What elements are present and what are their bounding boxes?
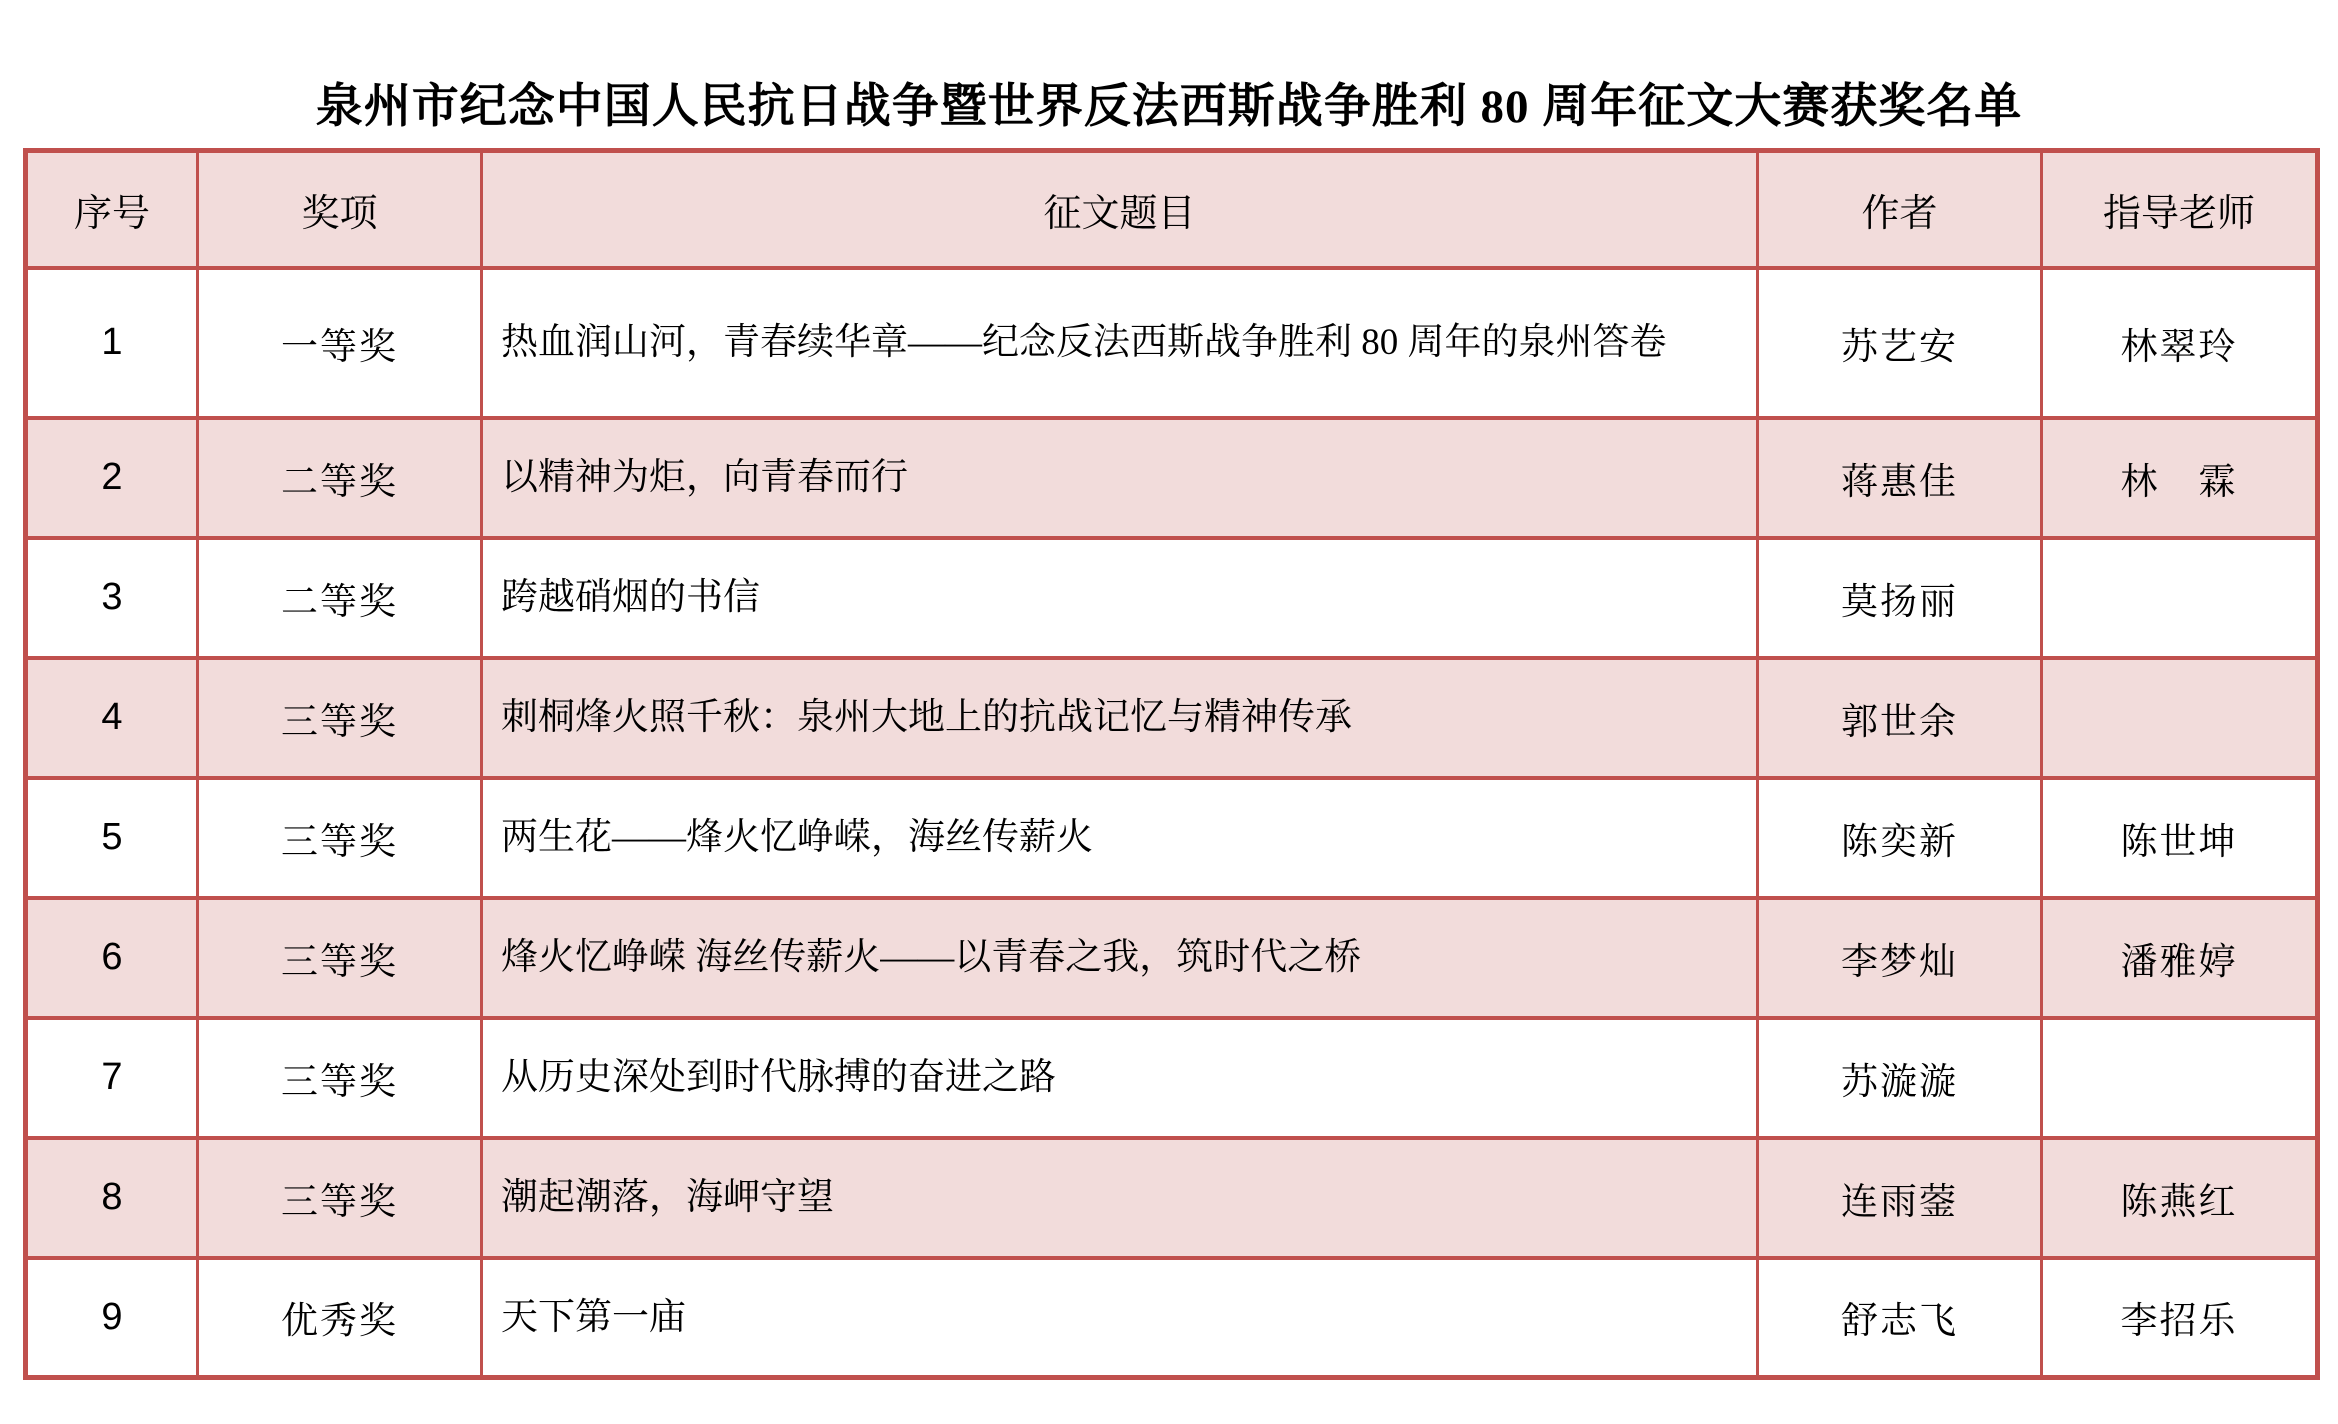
cell-teacher — [2042, 538, 2318, 658]
cell-serial: 3 — [26, 538, 198, 658]
cell-essay-title: 从历史深处到时代脉搏的奋进之路 — [482, 1018, 1758, 1138]
page-title: 泉州市纪念中国人民抗日战争暨世界反法西斯战争胜利 80 周年征文大赛获奖名单 — [315, 81, 2023, 134]
cell-teacher: 林翠玲 — [2042, 268, 2318, 418]
cell-teacher: 李招乐 — [2042, 1258, 2318, 1378]
table-row — [26, 418, 2318, 538]
cell-author: 舒志飞 — [1758, 1258, 2042, 1378]
cell-essay-title: 热血润山河，青春续华章——纪念反法西斯战争胜利 80 周年的泉州答卷 — [482, 268, 1758, 418]
col-header-serial: 序号 — [26, 151, 198, 268]
col-header-essay-title: 征文题目 — [482, 151, 1758, 268]
table-row — [26, 898, 2318, 1018]
cell-award: 优秀奖 — [198, 1258, 482, 1378]
cell-award: 三等奖 — [198, 1138, 482, 1258]
cell-teacher: 潘雅婷 — [2042, 898, 2318, 1018]
cell-award: 三等奖 — [198, 658, 482, 778]
cell-award: 三等奖 — [198, 898, 482, 1018]
cell-teacher: 陈世坤 — [2042, 778, 2318, 898]
col-header-teacher: 指导老师 — [2042, 151, 2318, 268]
table-row — [26, 538, 2318, 658]
cell-serial: 6 — [26, 898, 198, 1018]
cell-essay-title: 潮起潮落，海岬守望 — [482, 1138, 1758, 1258]
header-row — [26, 151, 2318, 268]
cell-teacher: 林 霖 — [2042, 418, 2318, 538]
cell-author: 蒋惠佳 — [1758, 418, 2042, 538]
cell-serial: 2 — [26, 418, 198, 538]
col-header-award: 奖项 — [198, 151, 482, 268]
cell-essay-title: 跨越硝烟的书信 — [482, 538, 1758, 658]
table-row — [26, 268, 2318, 418]
cell-award: 二等奖 — [198, 538, 482, 658]
cell-award: 一等奖 — [198, 268, 482, 418]
cell-award: 二等奖 — [198, 418, 482, 538]
cell-teacher — [2042, 658, 2318, 778]
cell-essay-title: 以精神为炬，向青春而行 — [482, 418, 1758, 538]
cell-author: 陈奕新 — [1758, 778, 2042, 898]
cell-author: 苏漩漩 — [1758, 1018, 2042, 1138]
cell-serial: 7 — [26, 1018, 198, 1138]
cell-essay-title: 两生花——烽火忆峥嵘，海丝传薪火 — [482, 778, 1758, 898]
table-row — [26, 1018, 2318, 1138]
cell-author: 莫扬丽 — [1758, 538, 2042, 658]
cell-serial: 8 — [26, 1138, 198, 1258]
cell-teacher: 陈燕红 — [2042, 1138, 2318, 1258]
cell-award: 三等奖 — [198, 1018, 482, 1138]
table-row — [26, 1258, 2318, 1378]
cell-serial: 5 — [26, 778, 198, 898]
cell-essay-title: 刺桐烽火照千秋：泉州大地上的抗战记忆与精神传承 — [482, 658, 1758, 778]
table-row — [26, 778, 2318, 898]
cell-serial: 1 — [26, 268, 198, 418]
cell-author: 李梦灿 — [1758, 898, 2042, 1018]
cell-essay-title: 烽火忆峥嵘 海丝传薪火——以青春之我，筑时代之桥 — [482, 898, 1758, 1018]
table-body — [26, 268, 2318, 1378]
cell-award: 三等奖 — [198, 778, 482, 898]
cell-serial: 4 — [26, 658, 198, 778]
cell-essay-title: 天下第一庙 — [482, 1258, 1758, 1378]
awards-table — [23, 148, 2320, 1380]
cell-author: 苏艺安 — [1758, 268, 2042, 418]
cell-author: 连雨蓥 — [1758, 1138, 2042, 1258]
table-header — [26, 151, 2318, 268]
cell-author: 郭世余 — [1758, 658, 2042, 778]
table-row — [26, 1138, 2318, 1258]
col-header-author: 作者 — [1758, 151, 2042, 268]
table-row — [26, 658, 2318, 778]
cell-teacher — [2042, 1018, 2318, 1138]
cell-serial: 9 — [26, 1258, 198, 1378]
